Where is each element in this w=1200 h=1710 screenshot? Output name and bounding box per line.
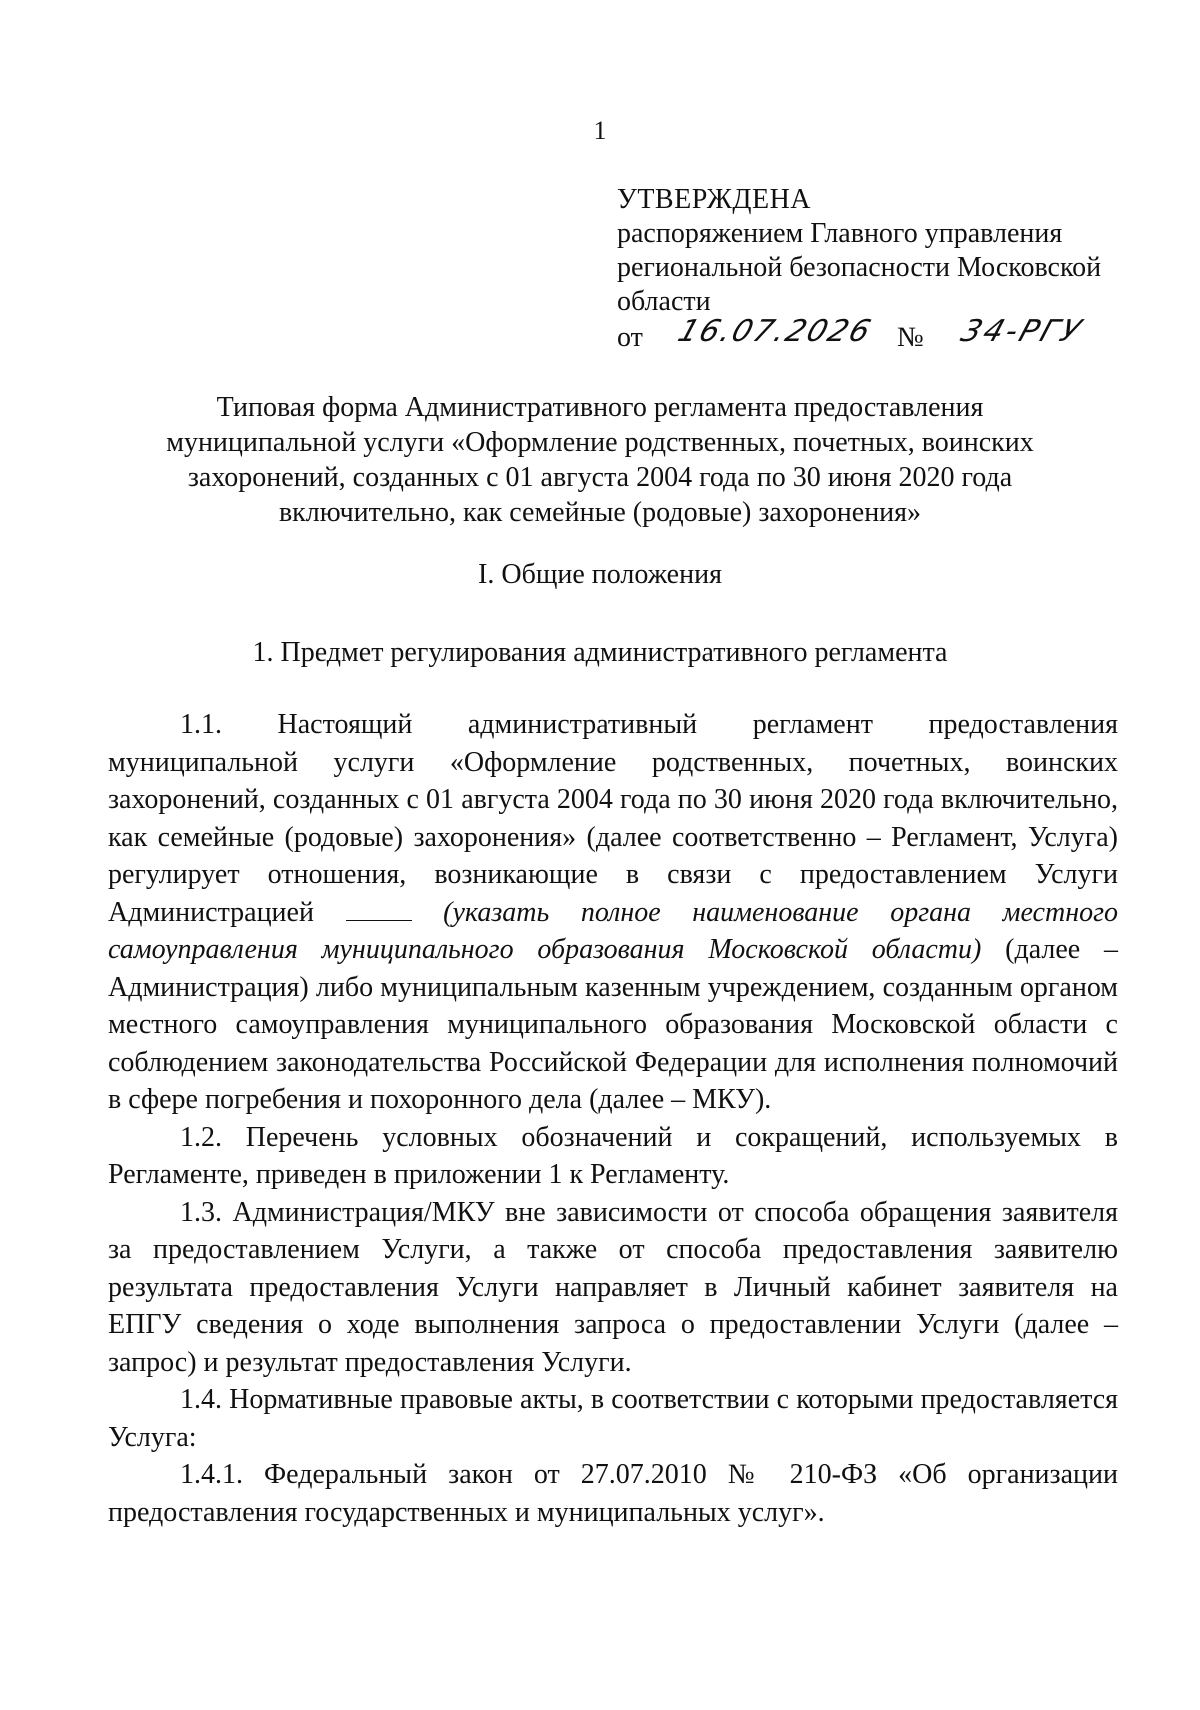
paragraph-1-1-italic-note: (указать полное наименование органа местного самоуправления муниципального образования Московской области) <box>108 896 1119 965</box>
subsection-heading: 1. Предмет регулирования административного регламента <box>252 637 948 668</box>
paragraph-1-1 <box>108 706 1118 1119</box>
title-line-4: включительно, как семейные (родовые) захоронения» <box>278 497 922 528</box>
paragraph-1-1-text-a: 1.1. Настоящий административный регламент предоставления муниципальной услуги «Оформление родственных, почетных, воинских захоронений, созданных с 01 августа 2004 года по 30 июня 2020 года включительно, как семейные (родовые) захоронения» (далее соответственно – Регламент, Услуга) регулирует отношения, возникающие в связи с предоставлением Услуги Администрацией <box>108 709 1118 928</box>
handwritten-date: 16.07.2026 <box>673 314 877 349</box>
body-text <box>108 706 1118 1531</box>
section-heading: I. Общие положения <box>478 559 722 590</box>
paragraph-1-4-1: 1.4.1. Федеральный закон от 27.07.2010 № 210-ФЗ «Об организации предоставления государственных и муниципальных услуг». <box>108 1459 1118 1528</box>
title-line-3: захоронений, созданных с 01 августа 2004 года по 30 июня 2020 года <box>187 462 1013 493</box>
paragraph-1-1-text-b: (далее – Администрация) либо муниципальным казенным учреждением, созданным органом местного самоуправления муниципального образования Московской области с соблюдением законодательства Российской Федерации для исполнения полномочий в сфере погребения и похоронного дела (далее – МКУ). <box>108 934 1119 1115</box>
handwritten-number: 34-РГУ <box>956 314 1088 349</box>
approval-line-2: региональной безопасности Московской <box>617 252 1102 283</box>
approval-date-number-row <box>617 314 1137 361</box>
title-line-2: муниципальной услуги «Оформление родственных, почетных, воинских <box>166 427 1034 458</box>
page-number: 1 <box>593 116 607 145</box>
title-line-1: Типовая форма Административного регламента предоставления <box>216 392 984 423</box>
fill-in-blank <box>346 898 412 921</box>
approval-line-3: области <box>617 286 711 317</box>
approval-block <box>617 183 1137 361</box>
paragraph-1-4: 1.4. Нормативные правовые акты, в соответствии с которыми предоставляется Услуга: <box>108 1384 1118 1453</box>
approval-from-label: от <box>617 322 643 353</box>
approval-line-1: распоряжением Главного управления <box>617 218 1063 249</box>
number-sign: № <box>897 322 924 353</box>
document-title <box>150 390 1050 530</box>
paragraph-1-2: 1.2. Перечень условных обозначений и сокращений, используемых в Регламенте, приведен в приложении 1 к Регламенту. <box>108 1121 1118 1190</box>
approval-heading: УТВЕРЖДЕНА <box>617 184 812 215</box>
paragraph-1-3: 1.3. Администрация/МКУ вне зависимости от способа обращения заявителя за предоставлением Услуги, а также от способа предоставления заявителю результата предоставления Услуги направляет в Личный кабинет заявителя на ЕПГУ сведения о ходе выполнения запроса о предоставлении Услуги (далее – запрос) и результат предоставления Услуги. <box>108 1196 1118 1378</box>
